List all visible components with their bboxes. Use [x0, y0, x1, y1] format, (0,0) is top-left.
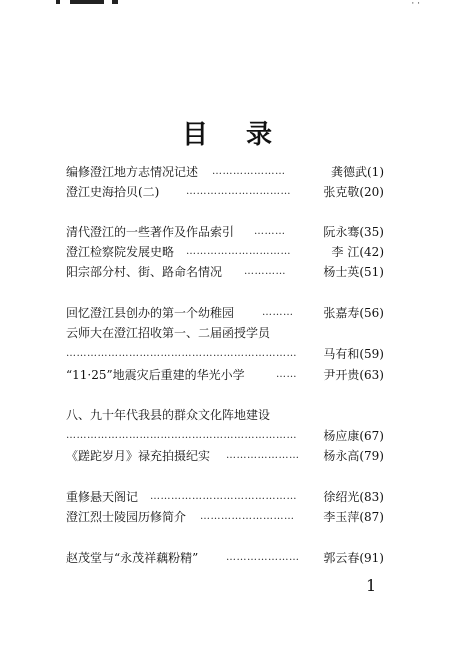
page-number: 1 [366, 576, 377, 595]
leader-dots: ………………………………………………………… [66, 430, 297, 441]
toc-entry[interactable] [66, 183, 384, 201]
entry-title: 赵茂堂与“永茂祥藕粉精” [66, 551, 199, 565]
entry-title: “11·25”地震灾后重建的华光小学 [66, 368, 245, 382]
toc-entry[interactable] [66, 549, 384, 567]
toc-entry[interactable] [66, 304, 384, 322]
leader-dots: ………………… [226, 552, 300, 563]
toc-entry[interactable] [66, 324, 384, 342]
leader-dots: ……… [262, 307, 294, 318]
entry-title: 《蹉跎岁月》禄充拍摄纪实 [66, 449, 211, 463]
page-title [0, 114, 450, 148]
toc-entry-continuation[interactable] [66, 345, 384, 363]
toc-entry[interactable] [66, 263, 384, 281]
toc-entry[interactable] [66, 163, 384, 181]
toc-entry[interactable] [66, 223, 384, 241]
entry-title: 编修澄江地方志情况记述 [66, 165, 199, 179]
leader-dots: ………………… [212, 166, 286, 177]
title-char-2: 录 [246, 120, 273, 150]
entry-author-page: 龚德武(1) [331, 165, 384, 179]
toc-entry[interactable] [66, 243, 384, 261]
title-char-1: 目 [182, 120, 209, 150]
entry-title: 澄江烈士陵园历修简介 [66, 510, 187, 524]
entry-author-page: 徐绍光(83) [323, 490, 384, 504]
entry-author-page: 阮永骞(35) [323, 225, 384, 239]
entry-author-page: 李玉萍(87) [323, 510, 384, 524]
scan-marks [56, 0, 136, 6]
entry-title: 八、九十年代我县的群众文化阵地建设 [66, 408, 271, 422]
toc-entry[interactable] [66, 488, 384, 506]
entry-author-page: 张克敬(20) [323, 185, 384, 199]
leader-dots: ………………… [226, 450, 300, 461]
entry-title: 澄江检察院发展史略 [66, 245, 175, 259]
entry-title: 回忆澄江县创办的第一个幼稚园 [66, 306, 235, 320]
leader-dots: …… [276, 369, 297, 380]
toc-entry-continuation[interactable] [66, 427, 384, 445]
toc-entry[interactable] [66, 508, 384, 526]
entry-author-page: 杨永高(79) [323, 449, 384, 463]
entry-author-page: 杨士英(51) [323, 265, 384, 279]
entry-title: 重修悬天阁记 [66, 490, 139, 504]
leader-dots: ………………………………………………………… [66, 348, 297, 359]
entry-title: 云师大在澄江招收第一、二届函授学员 [66, 326, 271, 340]
entry-author-page: 郭云春(91) [323, 551, 384, 565]
toc-entry[interactable] [66, 447, 384, 465]
entry-title: 阳宗部分村、街、路命名情况 [66, 265, 223, 279]
entry-author-page: 李 江(42) [331, 245, 384, 259]
leader-dots: ………………………… [186, 246, 291, 257]
entry-author-page: 张嘉寿(56) [323, 306, 384, 320]
leader-dots: ………………………… [186, 186, 291, 197]
entry-author-page: 尹开贵(63) [323, 368, 384, 382]
entry-author-page: 马有和(59) [323, 347, 384, 361]
toc-entry[interactable] [66, 366, 384, 384]
toc-entry[interactable] [66, 406, 384, 424]
leader-dots: ………… [244, 266, 286, 277]
entry-title: 清代澄江的一些著作及作品索引 [66, 225, 235, 239]
entry-title: 澄江史海拾贝(二) [66, 185, 160, 199]
leader-dots: ……… [254, 226, 286, 237]
entry-author-page: 杨应康(67) [323, 429, 384, 443]
leader-dots: ……………………… [200, 511, 295, 522]
corner-mark: · · [411, 0, 420, 9]
leader-dots: …………………………………… [150, 491, 297, 502]
